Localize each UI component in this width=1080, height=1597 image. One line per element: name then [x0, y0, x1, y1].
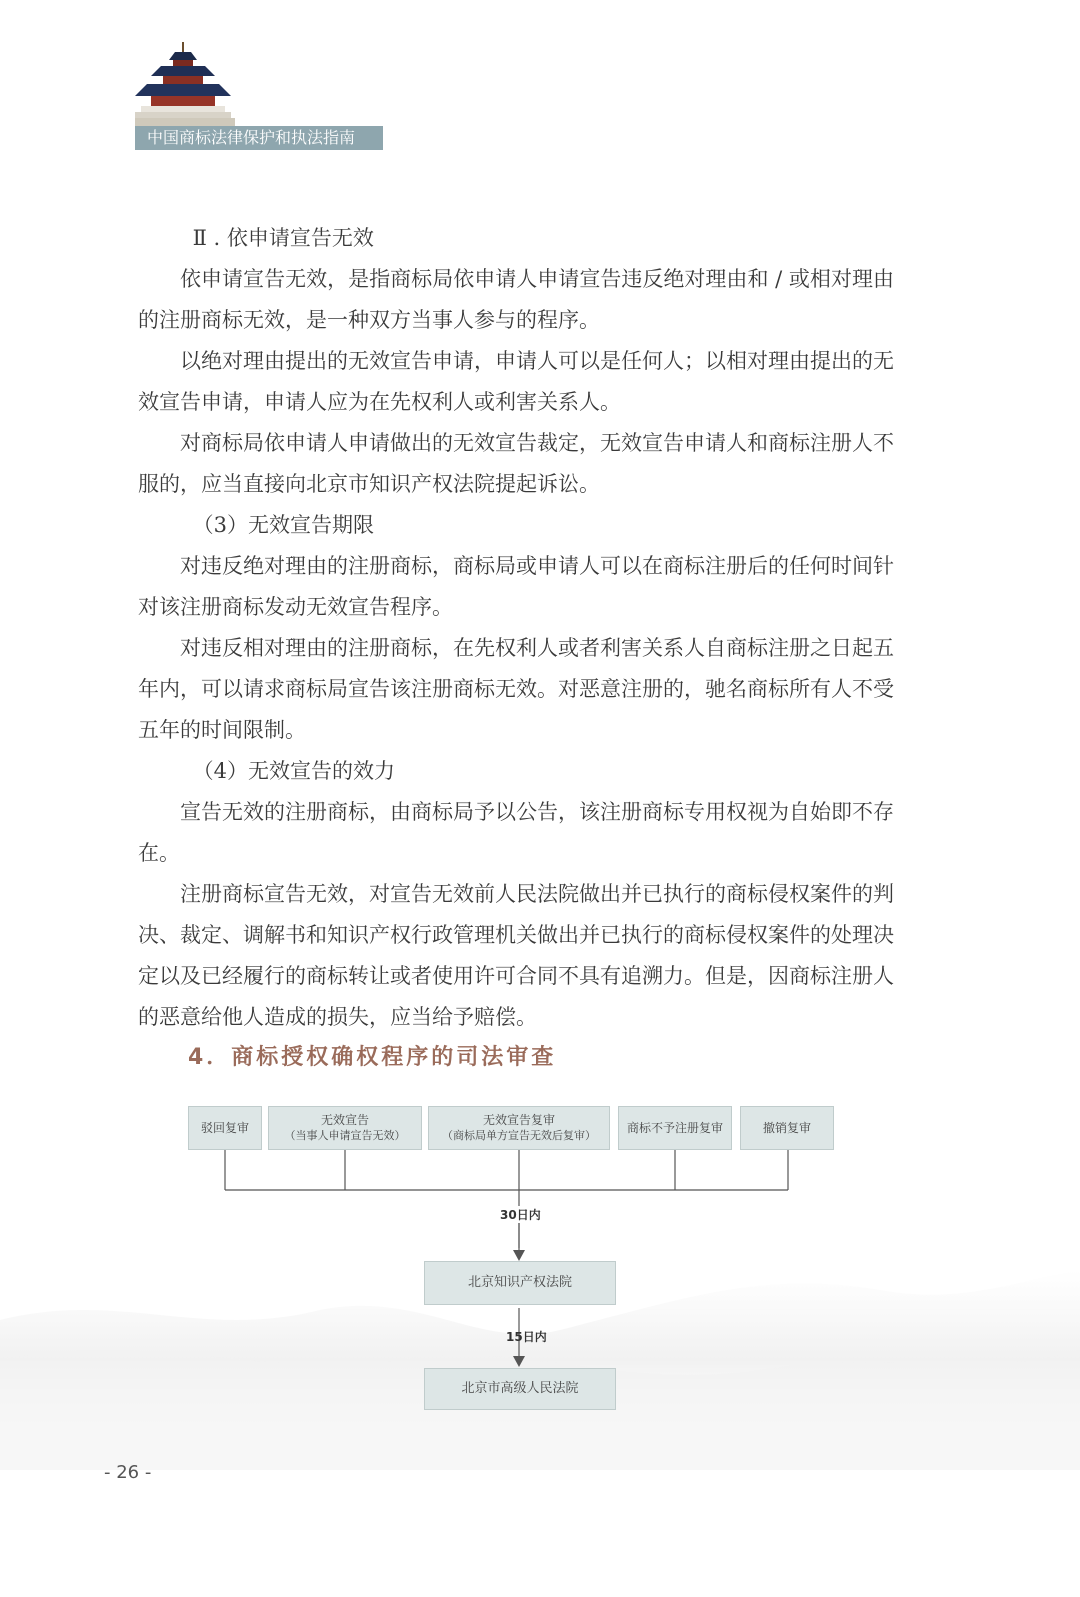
flow-box-label: 无效宣告复审: [482, 1113, 555, 1127]
subheading: （3）无效宣告期限: [192, 513, 374, 537]
flow-box-invalidation: [268, 1106, 422, 1150]
paragraph: 以绝对理由提出的无效宣告申请，申请人可以是任何人；以相对理由提出的无效宣告申请，申请人应为在先权利人或利害关系人。: [138, 349, 894, 414]
temple-of-heaven-icon: [135, 40, 255, 128]
flow-box-label: 北京市高级人民法院: [461, 1381, 579, 1396]
body-text: [138, 218, 894, 1038]
flow-box-note: （当事人申请宣告无效）: [284, 1129, 406, 1142]
flowchart: [180, 1100, 840, 1420]
flow-step-label-15-days: 15日内: [506, 1330, 547, 1344]
flow-box-label: 北京知识产权法院: [467, 1275, 572, 1290]
paragraph: 宣告无效的注册商标，由商标局予以公告，该注册商标专用权视为自始即不存在。: [138, 800, 894, 865]
page-number: - 26 -: [104, 1462, 152, 1483]
paragraph: 对违反相对理由的注册商标，在先权利人或者利害关系人自商标注册之日起五年内，可以请求商标局宣告该注册商标无效。对恶意注册的，驰名商标所有人不受五年的时间限制。: [138, 636, 894, 742]
page-header: [135, 40, 385, 152]
flow-box-label: 撤销复审: [762, 1121, 811, 1135]
flow-box-rejection-review: [188, 1106, 262, 1150]
subheading: （4）无效宣告的效力: [192, 759, 395, 783]
flow-box-revocation-review: [740, 1106, 834, 1150]
paragraph: 对违反绝对理由的注册商标，商标局或申请人可以在商标注册后的任何时间针对该注册商标发动无效宣告程序。: [138, 554, 894, 619]
header-title-bar: 中国商标法律保护和执法指南: [135, 126, 383, 150]
flow-box-note: （商标局单方宣告无效后复审）: [442, 1129, 596, 1142]
flow-box-label: 无效宣告: [320, 1113, 369, 1127]
paragraph: 对商标局依申请人申请做出的无效宣告裁定，无效宣告申请人和商标注册人不服的，应当直接向北京市知识产权法院提起诉讼。: [138, 431, 894, 496]
flow-box-invalidation-review: [428, 1106, 610, 1150]
flow-box-beijing-ip-court: [424, 1261, 616, 1305]
flow-box-non-registration-review: [618, 1106, 732, 1150]
subheading: Ⅱ . 依申请宣告无效: [192, 226, 374, 250]
flow-box-label: 驳回复审: [200, 1121, 249, 1135]
section-title: 4．商标授权确权程序的司法审查: [188, 1045, 557, 1070]
flow-box-label: 商标不予注册复审: [626, 1121, 723, 1135]
flow-box-beijing-high-court: [424, 1368, 616, 1410]
paragraph: 注册商标宣告无效，对宣告无效前人民法院做出并已执行的商标侵权案件的判决、裁定、调解书和知识产权行政管理机关做出并已执行的商标侵权案件的处理决定以及已经履行的商标转让或者使用许可合同不具有追溯力。但是，因商标注册人的恶意给他人造成的损失，应当给予赔偿。: [138, 882, 894, 1029]
flow-step-label-30-days: 30日内: [500, 1208, 541, 1222]
paragraph: 依申请宣告无效，是指商标局依申请人申请宣告违反绝对理由和 / 或相对理由的注册商标无效，是一种双方当事人参与的程序。: [138, 267, 894, 332]
